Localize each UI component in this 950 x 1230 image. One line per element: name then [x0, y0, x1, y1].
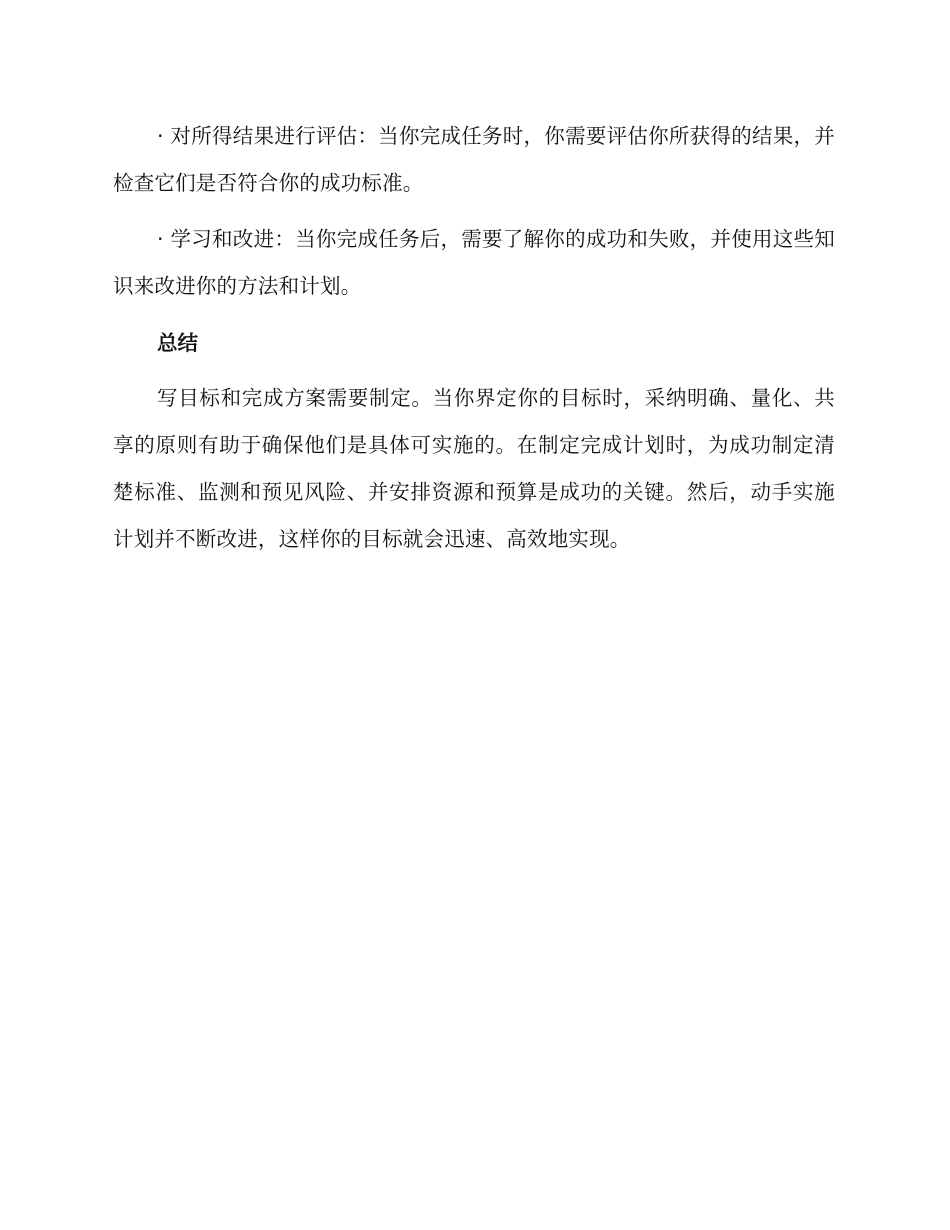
- section-heading-summary: 总结: [157, 331, 198, 355]
- bullet-evaluate-results: · 对所得结果进行评估：当你完成任务时，你需要评估你所获得的结果，并检查它们是否符合你的成功标准。: [113, 124, 835, 195]
- document-page: [113, 113, 835, 563]
- summary-paragraph: 写目标和完成方案需要制定。当你界定你的目标时，采纳明确、量化、共享的原则有助于确保他们是具体可实施的。在制定完成计划时，为成功制定清楚标准、监测和预见风险、并安排资源和预算是成功的关键。然后，动手实施计划并不断改进，这样你的目标就会迅速、高效地实现。: [113, 386, 835, 551]
- bullet-learn-improve: · 学习和改进：当你完成任务后，需要了解你的成功和失败，并使用这些知识来改进你的方法和计划。: [113, 227, 835, 298]
